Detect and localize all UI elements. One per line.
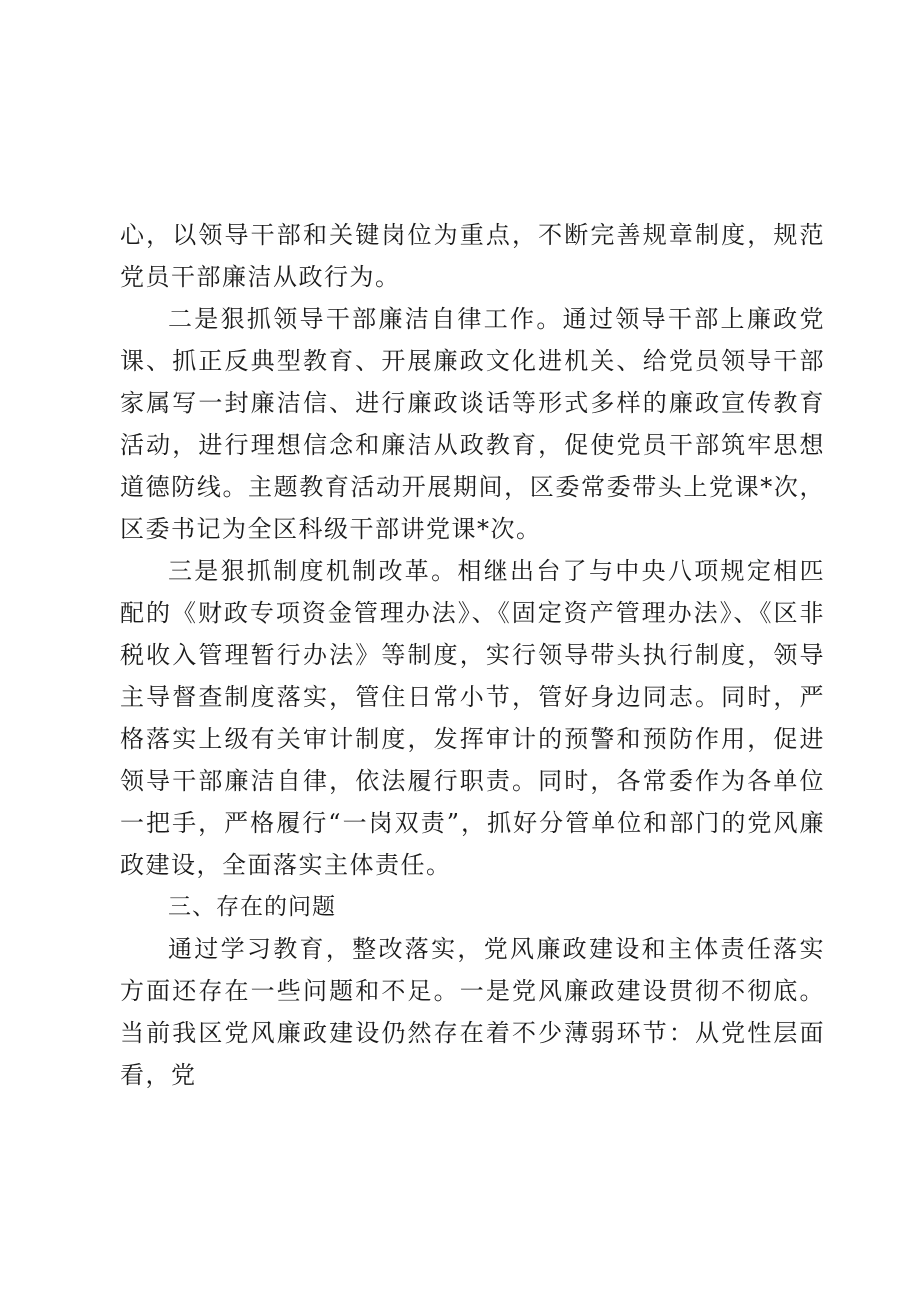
paragraph-continuation: 心，以领导干部和关键岗位为重点，不断完善规章制度，规范党员干部廉洁从政行为。 <box>120 221 825 291</box>
paragraph-self-discipline: 二是狠抓领导干部廉洁自律工作。通过领导干部上廉政党课、抓正反典型教育、开展廉政文化进机关、给党员领导干部家属写一封廉洁信、进行廉政谈话等形式多样的廉政宣传教育活动，进行理想信念和廉洁从政教育，促使党员干部筑牢思想道德防线。主题教育活动开展期间，区委常委带头上党课*次，区委书记为全区科级干部讲党课*次。 <box>120 305 825 543</box>
section-heading: 三、存在的问题 <box>168 894 336 920</box>
document-body <box>120 214 825 1096</box>
paragraph-institutional-reform: 三是狠抓制度机制改革。相继出台了与中央八项规定相匹配的《财政专项资金管理办法》、《固定资产管理办法》、《区非税收入管理暂行办法》等制度，实行领导带头执行制度，领导主导督查制度落实，管住日常小节，管好身边同志。同时，严格落实上级有关审计制度，发挥审计的预警和预防作用，促进领导干部廉洁自律，依法履行职责。同时，各常委作为各单位一把手，严格履行“一岗双责”，抓好分管单位和部门的党风廉政建设，全面落实主体责任。 <box>120 557 825 879</box>
paragraph-existing-problems: 通过学习教育，整改落实，党风廉政建设和主体责任落实方面还存在一些问题和不足。一是党风廉政建设贯彻不彻底。当前我区党风廉政建设仍然存在着不少薄弱环节：从党性层面看，党 <box>120 935 825 1089</box>
